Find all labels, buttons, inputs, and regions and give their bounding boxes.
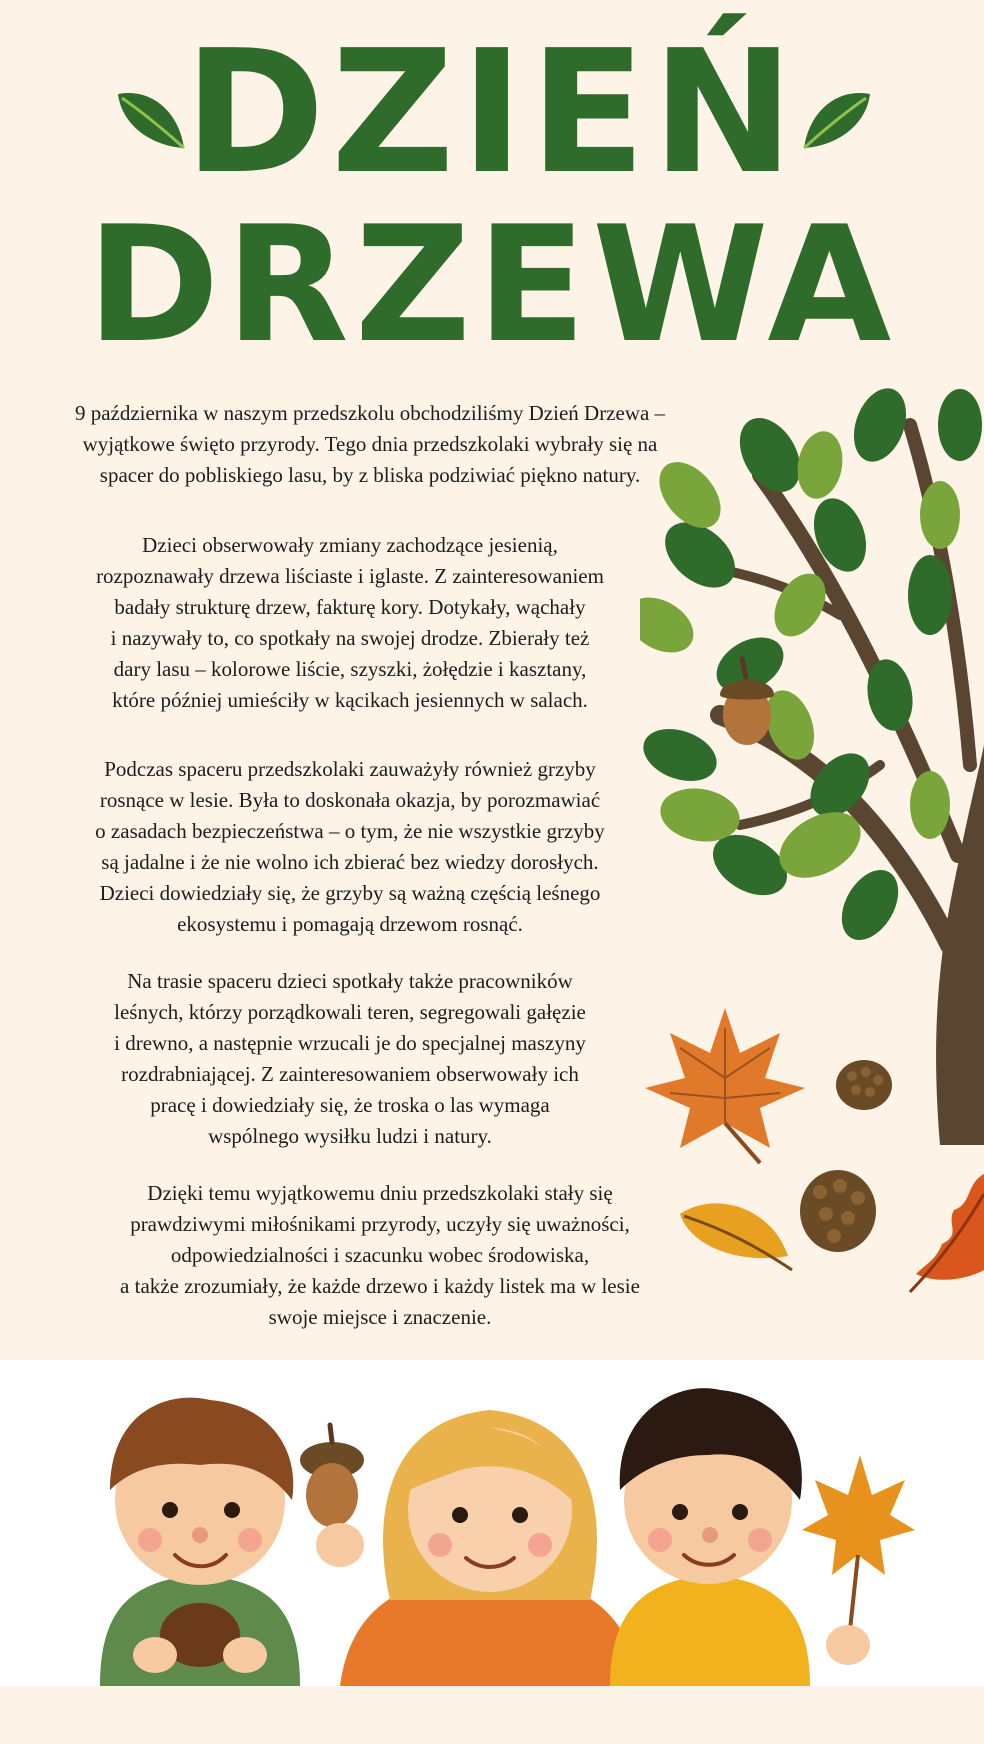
child-with-chestnut <box>100 1398 300 1686</box>
pinecone-icon <box>798 1168 878 1254</box>
pinecone-icon <box>834 1058 894 1112</box>
children-illustration <box>0 1360 984 1686</box>
page-title-line-2: DRZEWA <box>86 191 898 378</box>
acorn-in-hand <box>300 1425 364 1567</box>
paragraph-summary: Dzięki temu wyjątkowemu dniu przedszkolaki stały się prawdziwymi miłośnikami przyrody, uczyły się uważności, odpowiedzialności i szacunku wobec środowiska, a także zrozumiały, że każde drzewo i każdy listek ma w lesie swoje miejsce i znaczenie. <box>120 1181 640 1329</box>
acorn-icon <box>712 655 782 750</box>
paragraph-mushrooms: Podczas spaceru przedszkolaki zauważyły również grzyby rosnące w lesie. Była to doskonała okazja, by porozmawiać o zasadach bezpieczeństwa – o tym, że nie wszystkie grzyby są jadalne i że nie wolno ich zbierać bez wiedzy dorosłych. Dzieci dowiedziały się, że grzyby są ważną częścią leśnego ekosystemu i pomagają drzewom rosnąć. <box>95 757 605 936</box>
girl-with-acorn <box>340 1410 640 1686</box>
paragraph-intro: 9 października w naszym przedszkolu obchodziliśmy Dzień Drzewa – wyjątkowe święto przyrody. Tego dnia przedszkolaki wybrały się na spacer do pobliskiego lasu, by z bliska podziwiać piękno natury. <box>74 401 666 487</box>
oak-leaf-icon <box>906 1164 984 1294</box>
boy-with-maple-leaf <box>610 1388 915 1686</box>
page-title-line-1: DZIEŃ <box>183 14 801 212</box>
paragraph-foresters: Na trasie spaceru dzieci spotkały także pracowników leśnych, którzy porządkowali teren, segregowali gałęzie i drewno, a następnie wrzucali je do specjalnej maszyny rozdrabniającej. Z zainteresowaniem obserwowały ich pracę i dowiedziały się, że troska o las wymaga wspólnego wysiłku ludzi i natury. <box>114 969 586 1148</box>
bottom-margin <box>0 1686 984 1744</box>
paragraph-observations: Dzieci obserwowały zmiany zachodzące jesienią, rozpoznawały drzewa liściaste i iglaste. Z zainteresowaniem badały strukturę drzew, fakturę kory. Dotykały, wąchały i nazywały to, co spotkały na swojej drodze. Zbierały też dary lasu – kolorowe liście, szyszki, żołędzie i kasztany, które później umieściły w kącikach jesiennych w salach. <box>96 533 604 712</box>
